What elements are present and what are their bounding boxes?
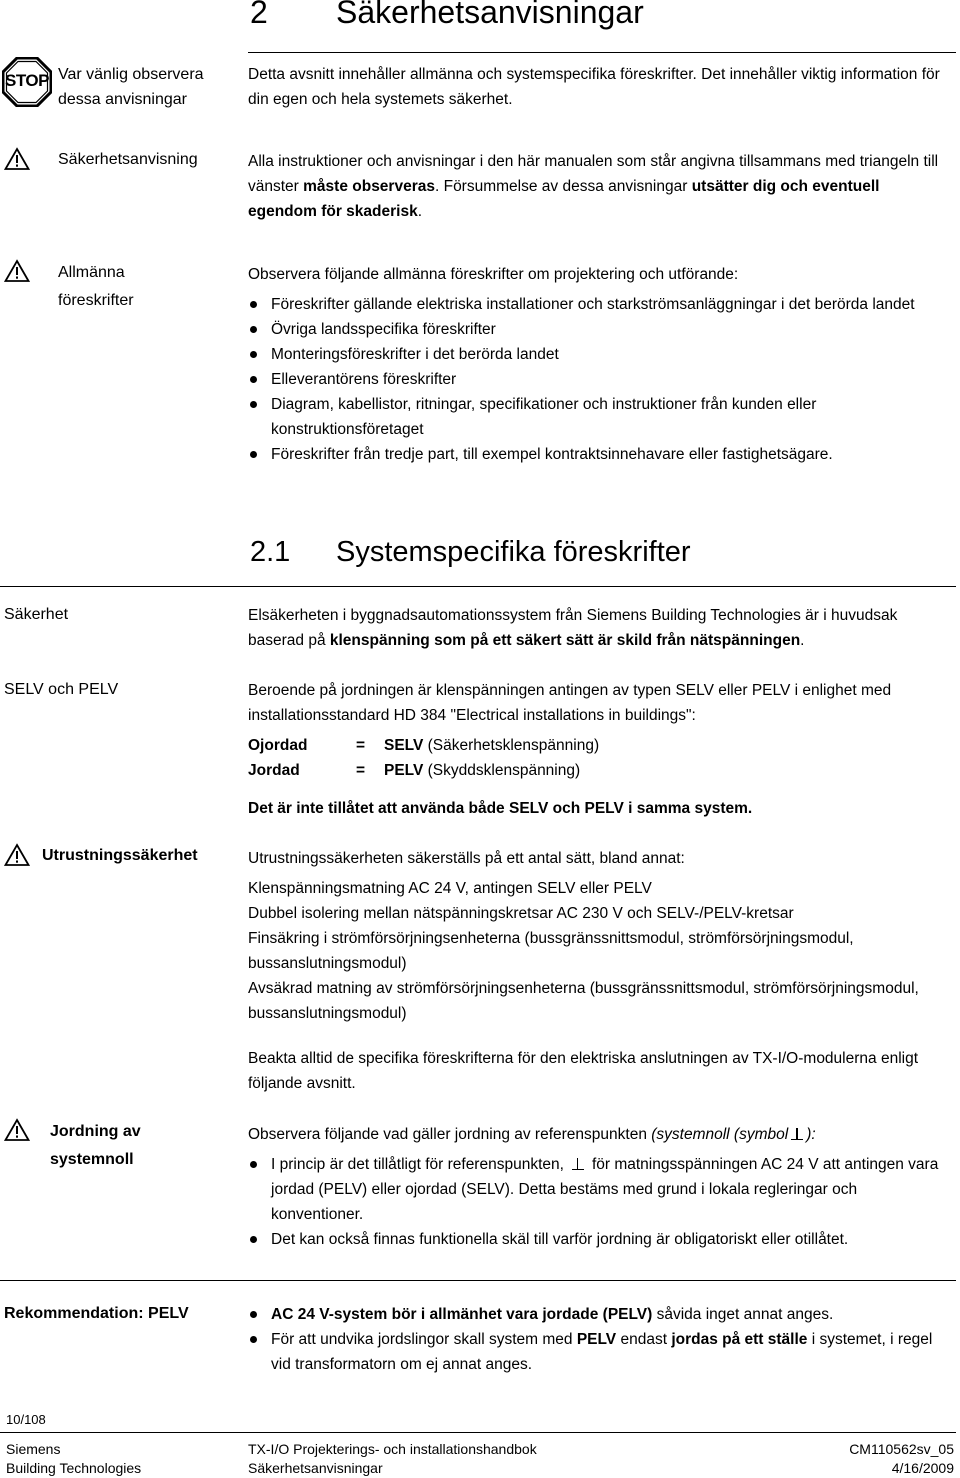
- safety-text-emphasis: utsätter dig och eventuell egendom för skaderisk: [248, 178, 880, 220]
- general-intro: Observera följande allmänna föreskrifter om projektering och utförande:: [248, 266, 739, 283]
- footer-document: [248, 1440, 668, 1478]
- chapter-heading: [250, 0, 950, 36]
- equipment-line: Finsäkring i strömförsörjningsenheterna (bussgränssnittsmodul, strömförsörjningsmodul, bussanslutningsmodul): [248, 930, 854, 972]
- list-item: [249, 1327, 949, 1377]
- list-item: Elleverantörens föreskrifter: [249, 367, 949, 392]
- grounding-intro-part: Observera följande vad gäller jordning av referenspunkten: [248, 1126, 652, 1143]
- sakerhet-text: [248, 603, 954, 653]
- equipment-line: Avsäkrad matning av strömförsörjningsenheterna (bussgränssnittsmodul, strömförsörjningsmodul, bussanslutningsmodul): [248, 980, 919, 1022]
- recommendation-label: Rekommendation: PELV: [4, 1305, 189, 1322]
- grounding-intro: [248, 1122, 954, 1147]
- list-item: [249, 1302, 949, 1327]
- sakerhet-text-part: Elsäkerheten i byggnadsautomationssystem från Siemens Building Technologies är i huvudsak baserad på: [248, 607, 898, 649]
- grounding-label: Jordning av systemnoll: [50, 1123, 141, 1168]
- list-item-text: för matningsspänningen AC 24 V att antingen vara jordad (PELV) eller ojordad (SELV). Detta bestäms med grund i lokala regleringar och konventioner.: [271, 1156, 939, 1223]
- stop-sign-icon: [2, 57, 52, 107]
- general-list: [249, 292, 949, 467]
- list-item: Övriga landsspecifika föreskrifter: [249, 317, 949, 342]
- definition-equals: =: [356, 762, 366, 779]
- definition-term: Ojordad: [248, 737, 308, 754]
- warning-triangle-icon: [4, 1118, 30, 1142]
- safety-text: [248, 149, 948, 224]
- list-item-text: såvida inget annat anges.: [652, 1306, 834, 1323]
- section-heading: [250, 536, 950, 578]
- list-item: Det kan också finnas funktionella skäl till varför jordning är obligatoriskt eller otillåtet.: [249, 1227, 949, 1252]
- list-item-emphasis: jordas på ett ställe: [671, 1331, 808, 1348]
- warning-triangle-icon: [4, 843, 30, 867]
- stop-sign-text: STOP: [5, 71, 49, 90]
- equipment-label: Utrustningssäkerhet: [42, 847, 198, 864]
- definition-term: Jordad: [248, 762, 300, 779]
- footer-docinfo: [740, 1440, 954, 1478]
- footer-company-line: Siemens: [6, 1441, 61, 1457]
- definition-value-bold: SELV: [384, 737, 424, 754]
- list-item-emphasis: PELV: [576, 1331, 617, 1348]
- list-item: [249, 1152, 949, 1227]
- footer-date: 4/16/2009: [891, 1460, 954, 1476]
- definition-value: [384, 733, 599, 758]
- definition-equals: =: [356, 737, 366, 754]
- equipment-line: Dubbel isolering mellan nätspänningskretsar AC 230 V och SELV-/PELV-kretsar: [248, 905, 794, 922]
- list-item: Monteringsföreskrifter i det berörda landet: [249, 342, 949, 367]
- equipment-line: Klenspänningsmatning AC 24 V, antingen SELV eller PELV: [248, 880, 652, 897]
- perpendicular-symbol-icon: [572, 1158, 584, 1170]
- perpendicular-symbol-icon: [791, 1128, 803, 1140]
- selv-pelv-warning: Det är inte tillåtet att använda både SELV och PELV i samma system.: [248, 800, 753, 817]
- warning-triangle-icon: [4, 147, 30, 171]
- warning-triangle-icon: [4, 259, 30, 283]
- general-label: Allmänna föreskrifter: [58, 264, 134, 309]
- selv-pelv-label: SELV och PELV: [4, 681, 119, 698]
- sakerhet-label: Säkerhet: [4, 606, 69, 623]
- list-item-text: i systemet, i regel vid transformatorn om ej annat anges.: [271, 1331, 933, 1373]
- sakerhet-text-part: .: [800, 632, 805, 649]
- equipment-note: Beakta alltid de specifika föreskrifterna för den elektriska anslutningen av TX-I/O-modulerna enligt följande avsnitt.: [248, 1050, 919, 1092]
- selv-pelv-text: Beroende på jordningen är klenspänningen antingen av typen SELV eller PELV i enlighet med installationsstandard HD 384 "Electrical installations in buildings":: [248, 682, 892, 724]
- footer-company: [6, 1440, 226, 1478]
- stop-text: Detta avsnitt innehåller allmänna och systemspecifika föreskrifter. Det innehåller viktig information för din egen och hela systemets säkerhet.: [248, 66, 940, 108]
- equipment-intro: Utrustningssäkerheten säkerställs på ett antal sätt, bland annat:: [248, 850, 685, 867]
- grounding-list: [249, 1152, 949, 1252]
- recommendation-list: [249, 1302, 949, 1377]
- definition-row: [248, 733, 600, 758]
- list-item-text: För att undvika jordslingor skall system med: [271, 1331, 577, 1348]
- definition-value-bold: PELV: [384, 762, 424, 779]
- definition-value: [384, 758, 580, 783]
- list-item-text: endast: [616, 1331, 672, 1348]
- recommendation-rule: [0, 1280, 956, 1281]
- definition-value-text: (Skyddsklenspänning): [423, 762, 581, 779]
- footer-doc-title: TX-I/O Projekterings- och installationshandbok: [248, 1441, 537, 1457]
- section-rule: [0, 586, 956, 587]
- safety-text-part: . Försummelse av dessa anvisningar: [434, 178, 692, 195]
- page-number: 10/108: [6, 1412, 46, 1427]
- safety-text-part: .: [417, 203, 423, 220]
- sakerhet-text-emphasis: klenspänning som på ett säkert sätt är skild från nätspänningen: [329, 632, 801, 649]
- definition-value-text: (Säkerhetsklenspänning): [423, 737, 600, 754]
- footer-company-line: Building Technologies: [6, 1460, 142, 1476]
- grounding-intro-italic: (systemnoll (symbol: [651, 1126, 789, 1143]
- footer-doc-id: CM110562sv_05: [849, 1441, 954, 1457]
- footer-doc-chapter: Säkerhetsanvisningar: [248, 1460, 383, 1476]
- list-item: Föreskrifter gällande elektriska installationer och starkströmsanläggningar i det berörda landet: [249, 292, 949, 317]
- section-title: Systemspecifika föreskrifter: [336, 536, 691, 568]
- chapter-number: 2: [250, 0, 268, 30]
- list-item-text: I princip är det tillåtligt för referenspunkten,: [271, 1156, 564, 1173]
- list-item: Föreskrifter från tredje part, till exempel kontraktsinnehavare eller fastighetsägare.: [249, 442, 949, 467]
- safety-label: Säkerhetsanvisning: [58, 151, 198, 168]
- section-number: 2.1: [250, 536, 291, 568]
- list-item: Diagram, kabellistor, ritningar, specifikationer och instruktioner från kunden eller konstruktionsföretaget: [249, 392, 949, 442]
- safety-text-emphasis: måste observeras: [303, 178, 435, 195]
- list-item-emphasis: AC 24 V-system bör i allmänhet vara jordade (PELV): [271, 1306, 653, 1323]
- footer-rule: [0, 1432, 956, 1433]
- equipment-lines: [248, 876, 948, 1026]
- chapter-title: Säkerhetsanvisningar: [336, 0, 644, 30]
- grounding-intro-italic: ):: [806, 1126, 816, 1143]
- stop-label: Var vänlig observera dessa anvisningar: [58, 66, 204, 108]
- safety-text-part: Alla instruktioner och anvisningar i den här manualen som står angivna tillsammans med triangeln till vänster: [248, 153, 939, 195]
- chapter-rule: [248, 52, 956, 53]
- definition-row: [248, 758, 581, 783]
